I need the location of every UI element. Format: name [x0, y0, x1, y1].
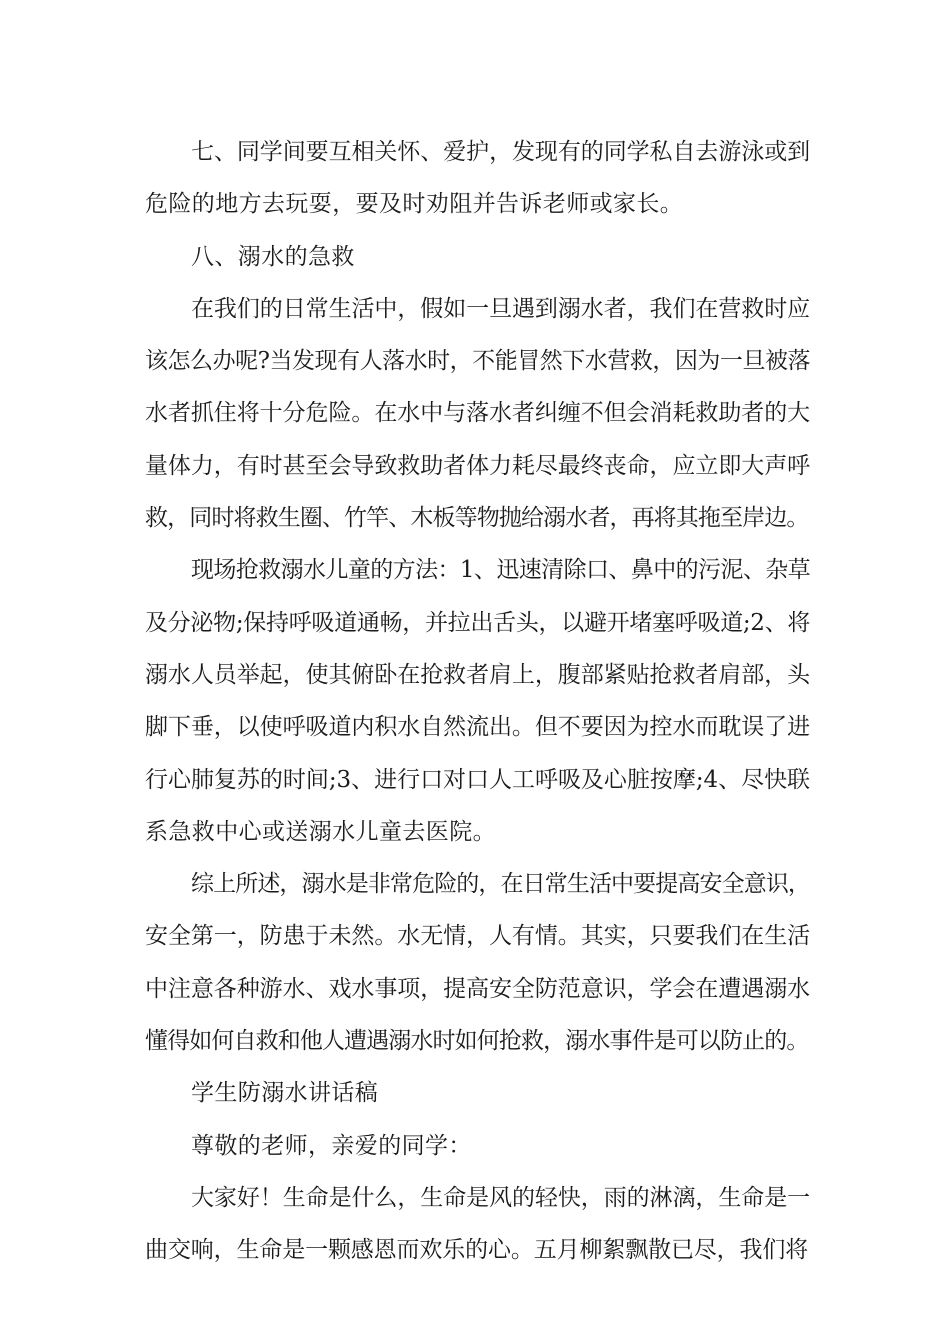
text-line: 大家好！生命是什么，生命是风的轻快，雨的淋漓，生命是一 — [191, 1184, 810, 1211]
text-line: 八、溺水的急救 — [191, 243, 355, 270]
text-line: 七、同学间要互相关怀、爱护，发现有的同学私自去游泳或到 — [191, 139, 810, 165]
text-line: 学生防溺水讲话稿 — [191, 1080, 379, 1107]
paragraph — [145, 1067, 810, 1119]
paragraph — [145, 283, 810, 544]
text-line: 行心肺复苏的时间;3、进行口对口人工呼吸及心脏按摩;4、尽快联 — [145, 766, 810, 793]
paragraph — [145, 1120, 810, 1172]
paragraph — [145, 1172, 810, 1277]
text-line: 安全第一，防患于未然。水无情，人有情。其实，只要我们在生活 — [145, 923, 810, 950]
document-body — [145, 126, 810, 1277]
text-line: 溺水人员举起，使其俯卧在抢救者肩上，腹部紧贴抢救者肩部，头 — [145, 661, 810, 688]
text-line: 脚下垂，以使呼吸道内积水自然流出。但不要因为控水而耽误了进 — [145, 714, 810, 741]
text-line: 水者抓住将十分危险。在水中与落水者纠缠不但会消耗救助者的大 — [145, 400, 810, 427]
text-line: 现场抢救溺水儿童的方法：1、迅速清除口、鼻中的污泥、杂草 — [191, 557, 810, 584]
text-line: 懂得如何自救和他人遭遇溺水时如何抢救，溺水事件是可以防止的。 — [145, 1028, 809, 1055]
text-line: 危险的地方去玩耍，要及时劝阻并告诉老师或家长。 — [145, 191, 684, 218]
text-line: 系急救中心或送溺水儿童去医院。 — [145, 818, 496, 845]
text-line: 及分泌物;保持呼吸道通畅，并拉出舌头，以避开堵塞呼吸道;2、将 — [145, 609, 810, 636]
paragraph — [145, 858, 810, 1067]
text-line: 尊敬的老师，亲爱的同学： — [191, 1132, 472, 1159]
paragraph — [145, 231, 810, 283]
paragraph — [145, 544, 810, 858]
paragraph — [145, 126, 810, 231]
text-line: 救，同时将救生圈、竹竿、木板等物抛给溺水者，再将其拖至岸边。 — [145, 505, 809, 532]
text-line: 中注意各种游水、戏水事项，提高安全防范意识，学会在遭遇溺水 — [145, 975, 810, 1002]
text-line: 该怎么办呢?当发现有人落水时，不能冒然下水营救，因为一旦被落 — [145, 348, 810, 375]
text-line: 量体力，有时甚至会导致救助者体力耗尽最终丧命，应立即大声呼 — [145, 452, 810, 479]
text-line: 曲交响，生命是一颗感恩而欢乐的心。五月柳絮飘散已尽，我们将 — [145, 1237, 809, 1264]
text-line: 综上所述，溺水是非常危险的，在日常生活中要提高安全意识， — [191, 871, 810, 898]
text-line: 在我们的日常生活中，假如一旦遇到溺水者，我们在营救时应 — [191, 295, 810, 322]
